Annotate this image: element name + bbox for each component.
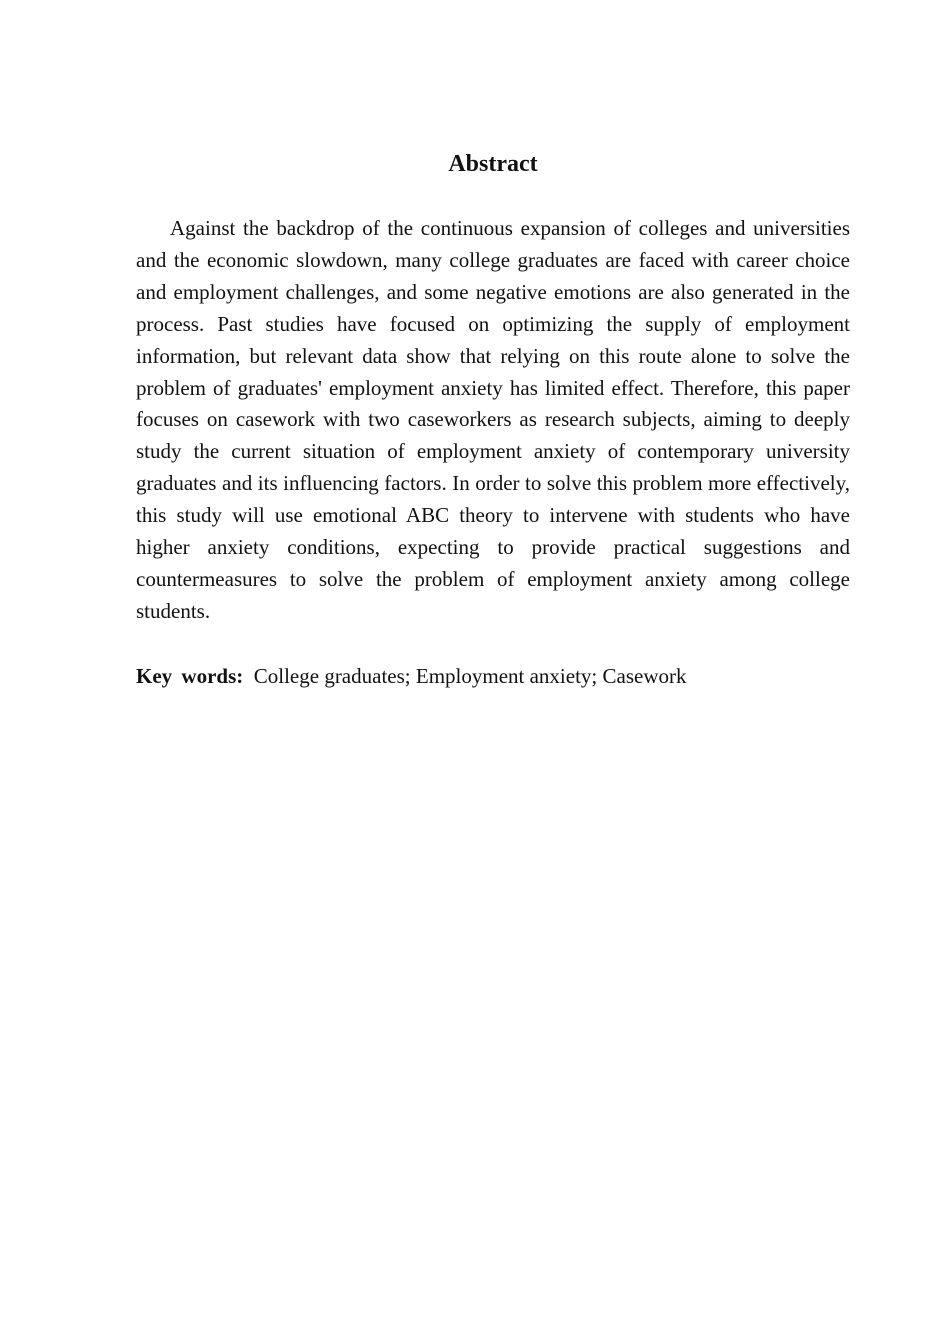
abstract-paragraph: Against the backdrop of the continuous expansion of colleges and universities and the economic slowdown, many college graduates are faced with career choice and employment challenges, and some negative emotions are also generated in the process. Past studies have focused on optimizing the supply of employment information, but relevant data show that relying on this route alone to solve the problem of graduates' employment anxiety has limited effect. Therefore, this paper focuses on casework with two caseworkers as research subjects, aiming to deeply study the current situation of employment anxiety of contemporary university graduates and its influencing factors. In order to solve this problem more effectively, this study will use emotional ABC theory to intervene with students who have higher anxiety conditions, expecting to provide practical suggestions and countermeasures to solve the problem of employment anxiety among college students. [136, 216, 850, 623]
keywords-value: College graduates; Employment anxiety; Casework [243, 664, 687, 688]
abstract-heading: Abstract [448, 151, 538, 177]
keywords-label: Key words: [136, 664, 244, 688]
keywords-line [136, 661, 850, 691]
